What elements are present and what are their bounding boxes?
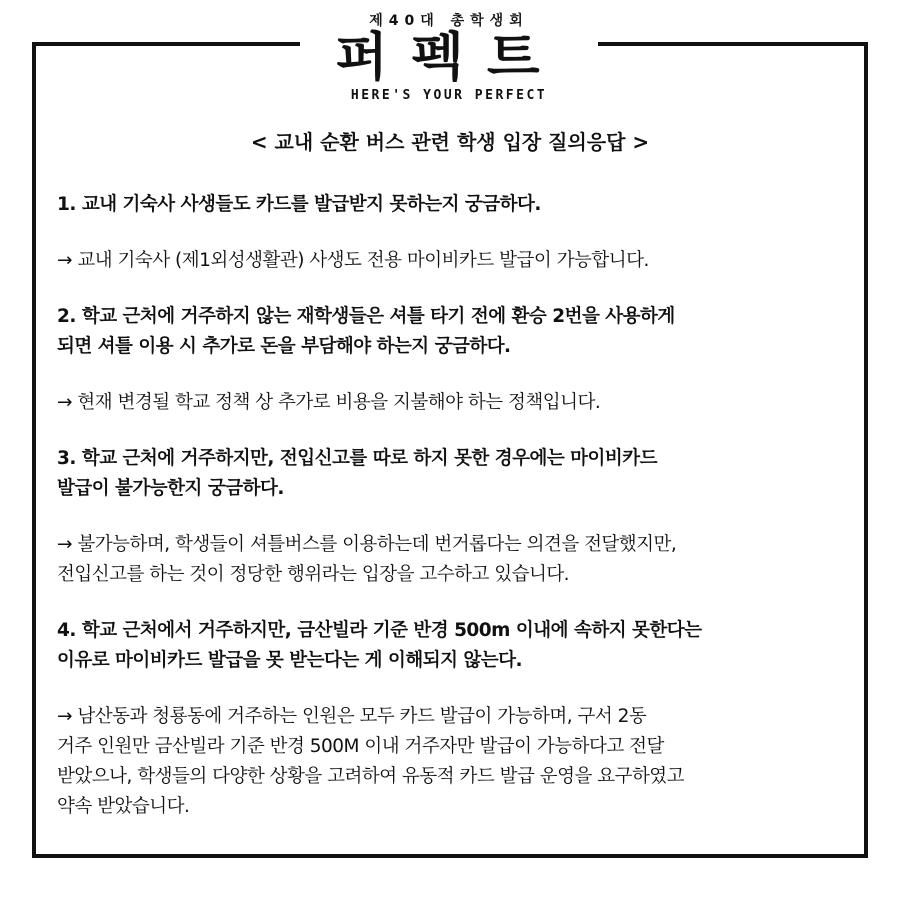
answer-line: → 불가능하며, 학생들이 셔틀버스를 이용하는데 번거롭다는 의견을 전달했지만,: [57, 534, 677, 555]
logo: 퍼펙트: [335, 28, 563, 88]
answer-line: → 교내 기숙사 (제1외성생활관) 사생도 전용 마이비카드 발급이 가능합니다.: [57, 250, 649, 271]
question-4: [57, 616, 847, 676]
question-line: 1. 교내 기숙사 사생들도 카드를 발급받지 못하는지 궁금하다.: [57, 194, 541, 215]
question-line: 4. 학교 근처에서 거주하지만, 금산빌라 기준 반경 500m 이내에 속하지 못한다는: [57, 620, 702, 641]
answer-1: [57, 246, 847, 276]
question-line: 이유로 마이비카드 발급을 못 받는다는 게 이해되지 않는다.: [57, 650, 523, 671]
question-2: [57, 302, 847, 362]
question-3: [57, 444, 847, 504]
answer-line: 전입신고를 하는 것이 정당한 행위라는 입장을 고수하고 있습니다.: [57, 564, 570, 585]
answer-line: → 현재 변경될 학교 정책 상 추가로 비용을 지불해야 하는 정책입니다.: [57, 392, 601, 413]
question-line: 2. 학교 근처에 거주하지 않는 재학생들은 셔틀 타기 전에 환승 2번을 사용하게: [57, 306, 675, 327]
question-line: 되면 셔틀 이용 시 추가로 돈을 부담해야 하는지 궁금하다.: [57, 336, 511, 357]
question-line: 발급이 불가능한지 궁금하다.: [57, 478, 284, 499]
answer-4: [57, 702, 847, 822]
answer-2: [57, 388, 847, 418]
answer-line: → 남산동과 청룡동에 거주하는 인원은 모두 카드 발급이 가능하며, 구서 2동: [57, 706, 647, 727]
tagline: HERE'S YOUR PERFECT: [350, 88, 548, 103]
header-block: [300, 0, 598, 110]
council-label: 제40대 총학생회: [369, 13, 529, 29]
answer-line: 거주 인원만 금산빌라 기준 반경 500M 이내 거주자만 발급이 가능하다고 전달: [57, 736, 664, 757]
answer-line: 약속 받았습니다.: [57, 796, 190, 817]
document-title: < 교내 순환 버스 관련 학생 입장 질의응답 >: [250, 130, 650, 154]
question-line: 3. 학교 근처에 거주하지만, 전입신고를 따로 하지 못한 경우에는 마이비카드: [57, 448, 658, 469]
qa-list: [57, 190, 847, 848]
answer-line: 받았으나, 학생들의 다양한 상황을 고려하여 유동적 카드 발급 운영을 요구하였고: [57, 766, 685, 787]
answer-3: [57, 530, 847, 590]
question-1: [57, 190, 847, 220]
